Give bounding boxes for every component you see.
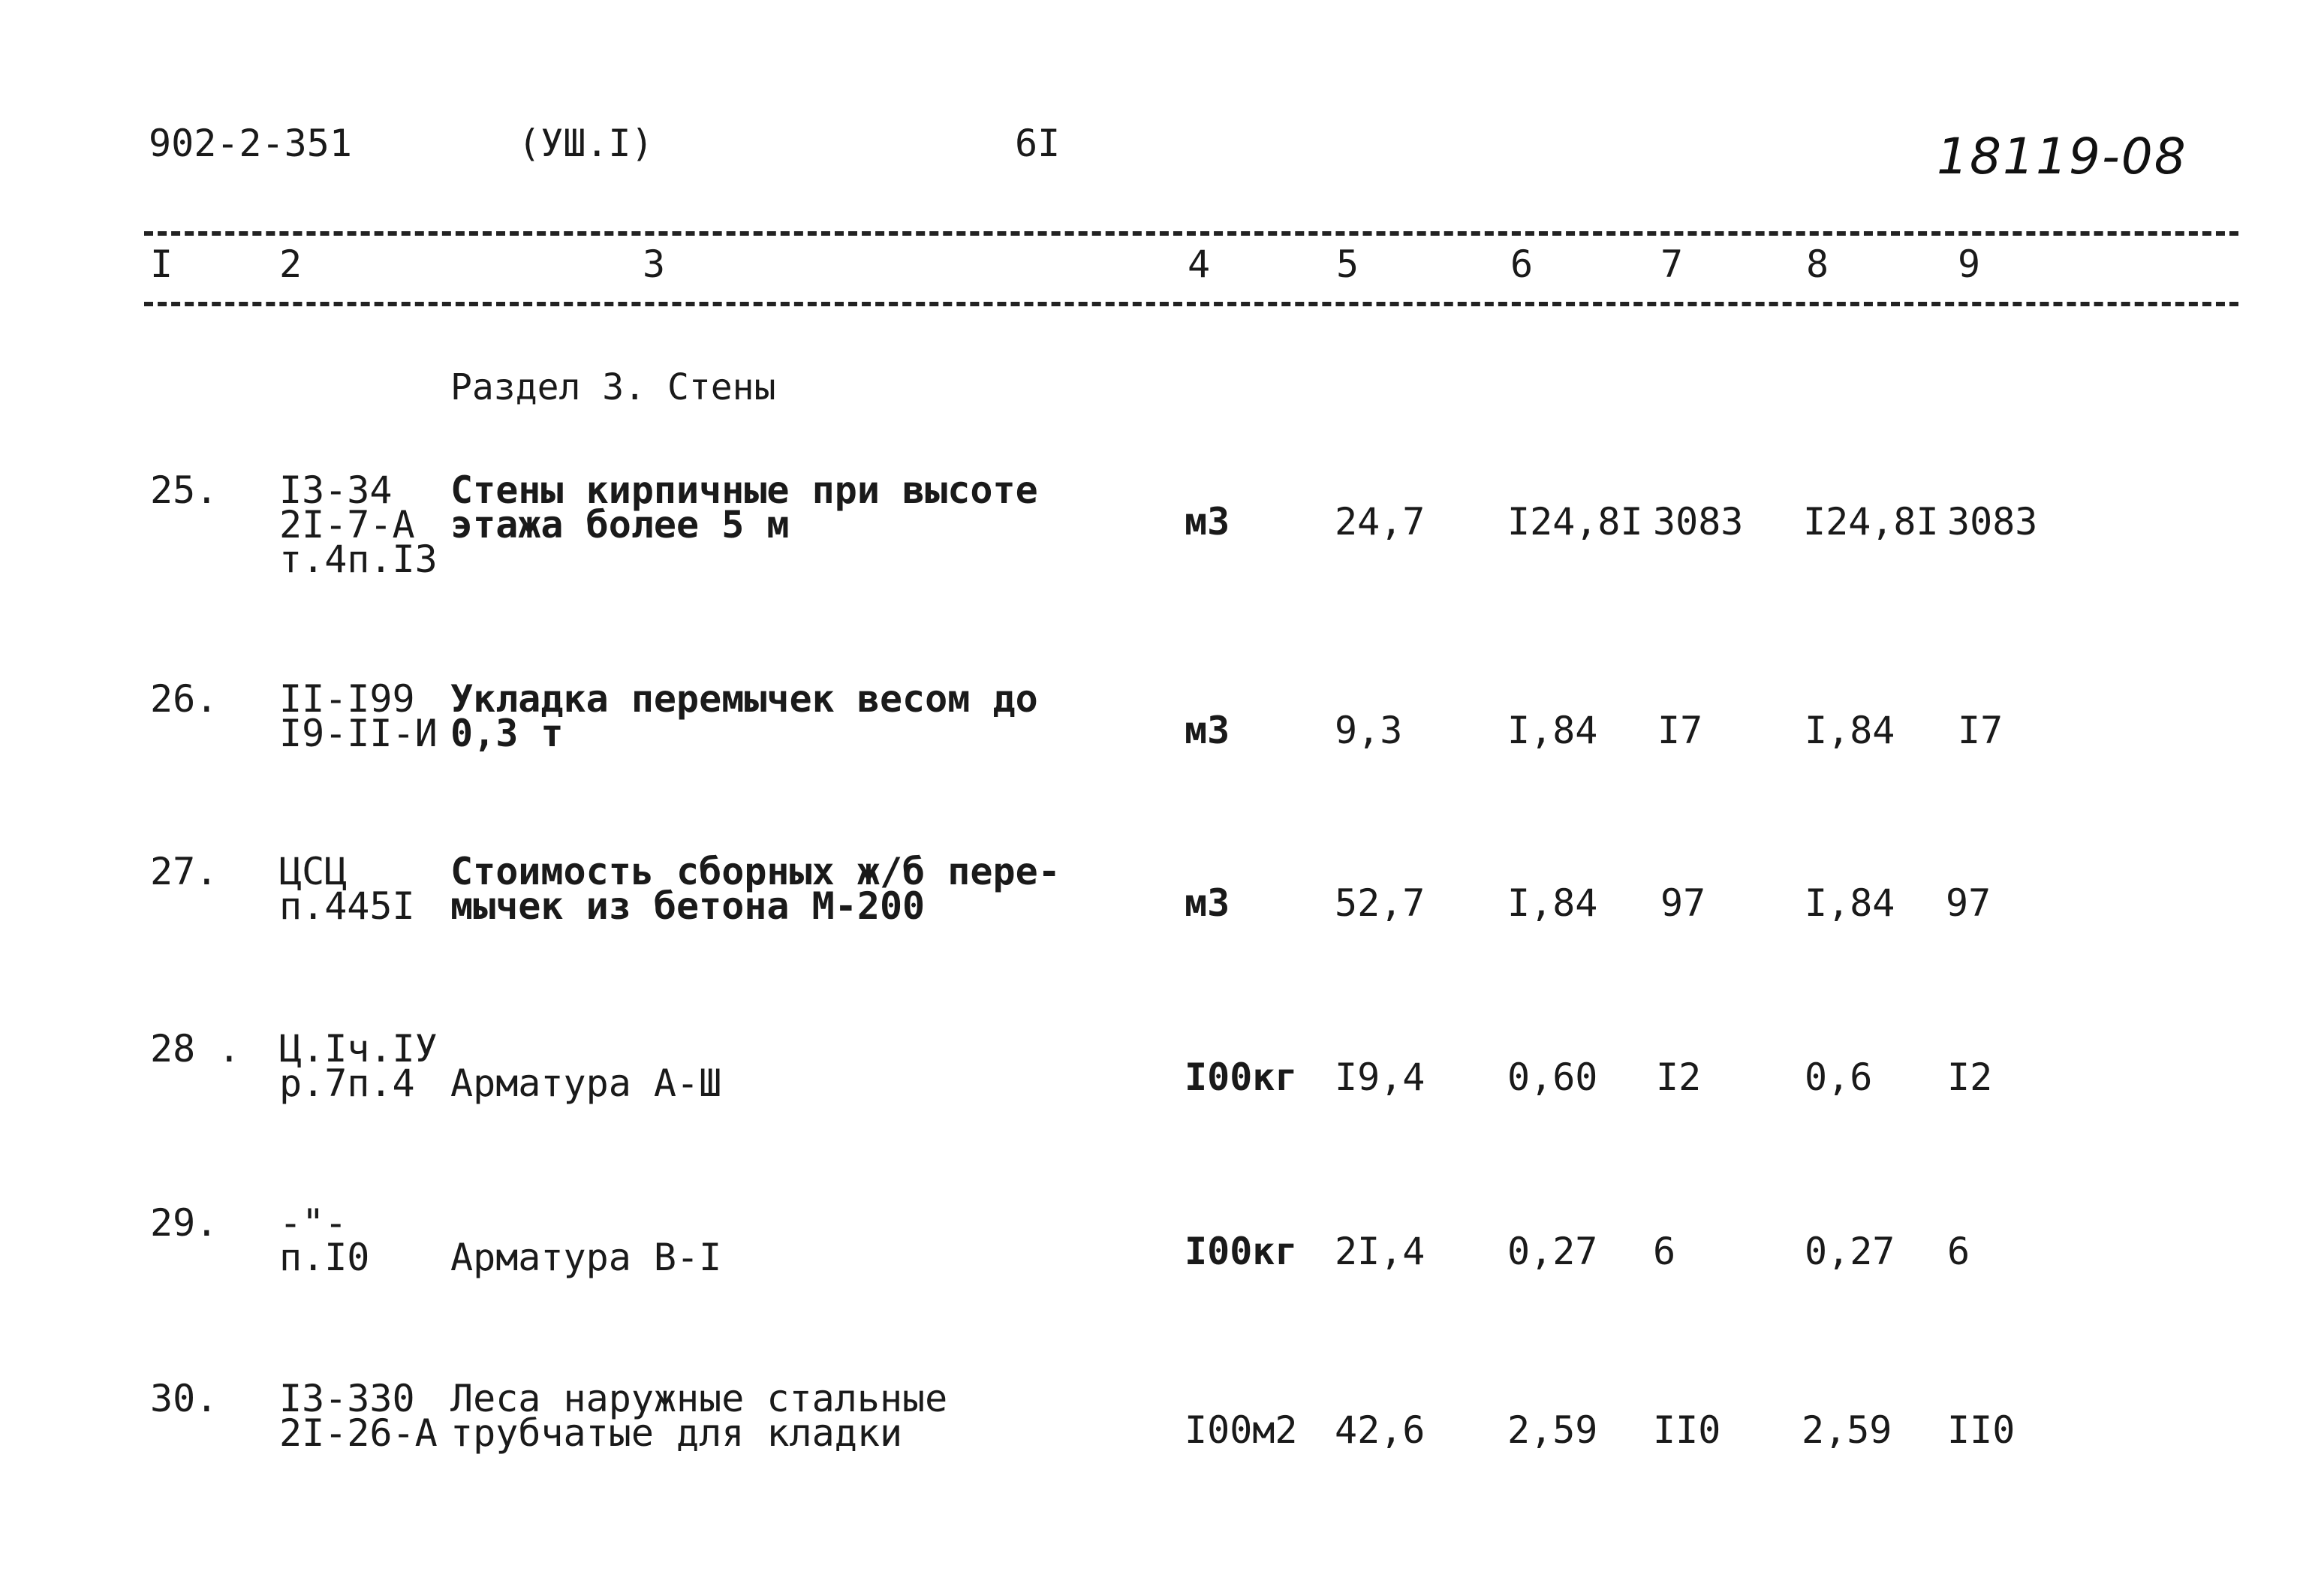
work-description: Стоимость сборных ж/б пере- мычек из бетона М-200 — [450, 850, 1061, 928]
quantity: 2I,4 — [1335, 1230, 1425, 1273]
document-code: 902-2-351 — [149, 122, 352, 165]
unit-price-2: I24,8I — [1803, 500, 1939, 544]
unit-price-2: 0,27 — [1805, 1230, 1895, 1273]
row-number: 26. — [150, 677, 218, 721]
norm-code: I3-330 2I-26-А — [279, 1377, 438, 1455]
unit-price-2: I,84 — [1805, 881, 1895, 925]
handwritten-stamp-number: 18119-08 — [1937, 128, 2187, 185]
work-description: Укладка перемычек весом до 0,3 т — [450, 677, 1038, 755]
page-number: 6I — [1015, 122, 1061, 165]
total-cost-2: I2 — [1947, 1055, 1993, 1099]
unit: I00м2 — [1185, 1408, 1298, 1452]
row-number: 30. — [150, 1377, 218, 1420]
work-description: Арматура В-I — [450, 1236, 722, 1279]
total-cost: 97 — [1660, 881, 1706, 925]
norm-code: -"- п.I0 — [279, 1201, 370, 1279]
column-number-9: 9 — [1958, 242, 1981, 286]
total-cost: 6 — [1653, 1230, 1676, 1273]
unit-price-2: 2,59 — [1802, 1408, 1892, 1452]
row-number: 27. — [150, 850, 218, 893]
unit: I00кг — [1185, 1055, 1298, 1099]
total-cost-2: 97 — [1946, 881, 1991, 925]
total-cost-2: 6 — [1947, 1230, 1970, 1273]
total-cost: I2 — [1656, 1055, 1702, 1099]
total-cost: II0 — [1653, 1408, 1721, 1452]
total-cost: 3083 — [1653, 500, 1744, 544]
unit-price: I24,8I — [1507, 500, 1643, 544]
norm-code: I3-34 2I-7-А т.4п.I3 — [279, 468, 438, 581]
section-code: (УШ.I) — [518, 122, 654, 165]
row-number: 28 . — [150, 1027, 241, 1071]
column-number-7: 7 — [1660, 242, 1684, 286]
unit: м3 — [1185, 500, 1230, 544]
work-description: Леса наружные стальные трубчатые для кладки — [450, 1377, 948, 1455]
quantity: 42,6 — [1335, 1408, 1425, 1452]
quantity: 52,7 — [1335, 881, 1425, 925]
quantity: 9,3 — [1335, 709, 1403, 752]
column-number-3: 3 — [643, 242, 666, 286]
unit-price: 2,59 — [1507, 1408, 1598, 1452]
unit: м3 — [1185, 881, 1230, 925]
total-cost-2: 3083 — [1947, 500, 2038, 544]
table-top-rule — [144, 231, 2238, 236]
norm-code: ЦСЦ п.445I — [279, 850, 415, 928]
total-cost-2: I7 — [1958, 709, 2003, 752]
quantity: 24,7 — [1335, 500, 1425, 544]
unit-price: 0,60 — [1507, 1055, 1598, 1099]
unit: I00кг — [1185, 1230, 1298, 1273]
column-number-1: I — [150, 242, 173, 286]
table-header-bottom-rule — [144, 302, 2238, 306]
quantity: I9,4 — [1335, 1055, 1425, 1099]
column-number-5: 5 — [1336, 242, 1359, 286]
total-cost: I7 — [1657, 709, 1703, 752]
work-description: Стены кирпичные при высоте этажа более 5 м — [450, 468, 1038, 547]
row-number: 25. — [150, 468, 218, 512]
unit-price: 0,27 — [1507, 1230, 1598, 1273]
unit-price-2: 0,6 — [1805, 1055, 1873, 1099]
unit-price: I,84 — [1507, 709, 1598, 752]
unit-price-2: I,84 — [1805, 709, 1895, 752]
norm-code: Ц.Iч.IУ р.7п.4 — [279, 1027, 438, 1105]
norm-code: II-I99 I9-II-И — [279, 677, 438, 755]
column-number-2: 2 — [279, 242, 303, 286]
column-number-6: 6 — [1510, 242, 1534, 286]
total-cost-2: II0 — [1947, 1408, 2015, 1452]
unit-price: I,84 — [1507, 881, 1598, 925]
unit: м3 — [1185, 709, 1230, 752]
row-number: 29. — [150, 1201, 218, 1245]
section-title: Раздел 3. Стены — [450, 366, 776, 408]
column-number-8: 8 — [1806, 242, 1829, 286]
work-description: Арматура А-Ш — [450, 1061, 722, 1105]
column-number-4: 4 — [1188, 242, 1211, 286]
